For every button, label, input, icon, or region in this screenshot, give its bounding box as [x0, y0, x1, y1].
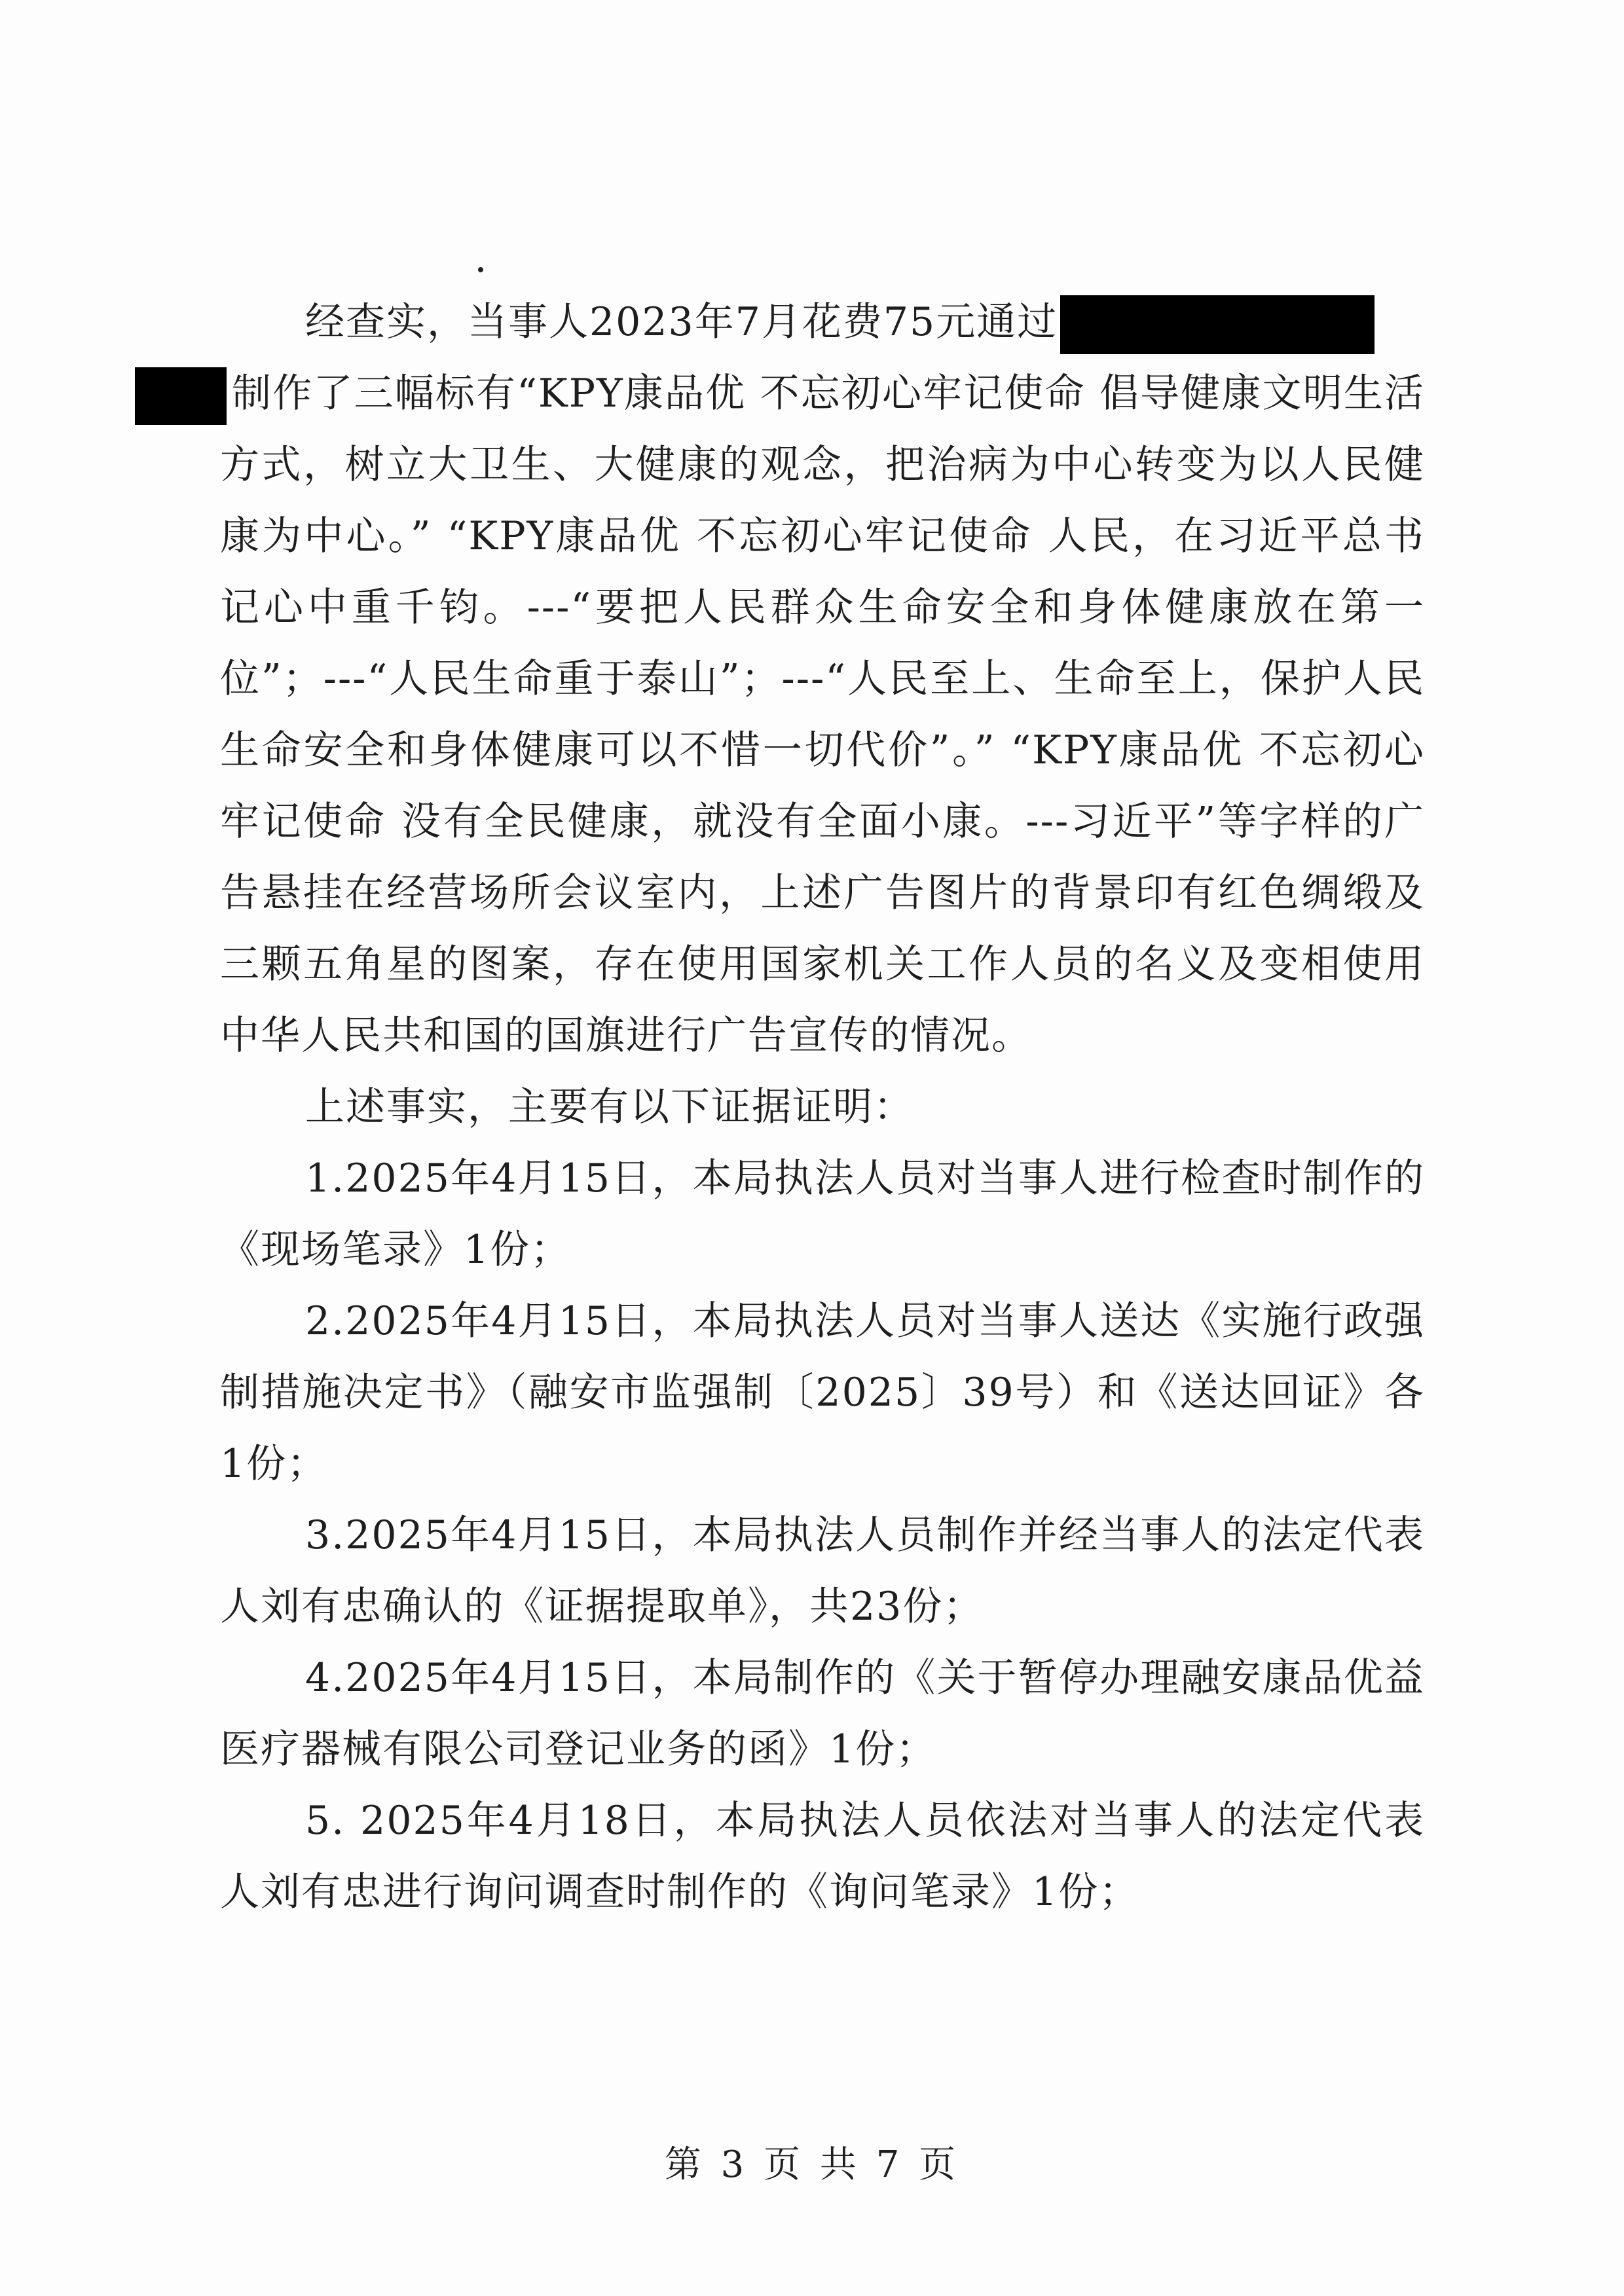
evidence-item-3: 3.2025年4月15日，本局执法人员制作并经当事人的法定代表人刘有忠确认的《证据提取单》，共23份； [220, 1512, 1425, 1630]
stray-dot-mark [478, 267, 483, 272]
evidence-item-1: 1.2025年4月15日，本局执法人员对当事人进行检查时制作的《现场笔录》1份； [220, 1156, 1425, 1273]
fact-text-before-redaction: 经查实，当事人2023年7月花费75元通过 [305, 299, 1058, 345]
fact-paragraph [220, 287, 1425, 1072]
evidence-item-5: 5. 2025年4月18日，本局执法人员依法对当事人的法定代表人刘有忠进行询问调查时制作的《询问笔录》1份； [220, 1798, 1425, 1915]
evidence-item-2: 2.2025年4月15日，本局执法人员对当事人送达《实施行政强制措施决定书》（融安市监强制〔2025〕39号）和《送达回证》各1份； [220, 1298, 1425, 1487]
evidence-item-4: 4.2025年4月15日，本局制作的《关于暂停办理融安康品优益医疗器械有限公司登记业务的函》1份； [220, 1655, 1425, 1772]
page-number-footer: 第 3 页 共 7 页 [664, 2143, 960, 2186]
redaction-block [1060, 295, 1375, 354]
evidence-intro: 上述事实，主要有以下证据证明： [305, 1084, 914, 1130]
document-body [220, 287, 1425, 1928]
redaction-block [135, 367, 227, 425]
fact-text-after-redaction: 制作了三幅标有“KPY康品优 不忘初心牢记使命 倡导健康文明生活方式，树立大卫生、大健康的观念，把治病为中心转变为以人民健康为中心。” “KPY康品优 不忘初心牢记使命 人民，在习近平总书记心中重千钧。---“要把人民群众生命安全和身体健康放在第一位”；---“人民生命重于泰山”；---“人民至上、生命至上，保护人民生命安全和身体健康可以不惜一切代价”。” “KPY康品优 不忘初心牢记使命 没有全民健康，就没有全面小康。---习近平”等字样的广告悬挂在经营场所会议室内，上述广告图片的背景印有红色绸缎及三颗五角星的图案，存在使用国家机关工作人员的名义及变相使用中华人民共和国的国旗进行广告宣传的情况。 [220, 371, 1425, 1059]
